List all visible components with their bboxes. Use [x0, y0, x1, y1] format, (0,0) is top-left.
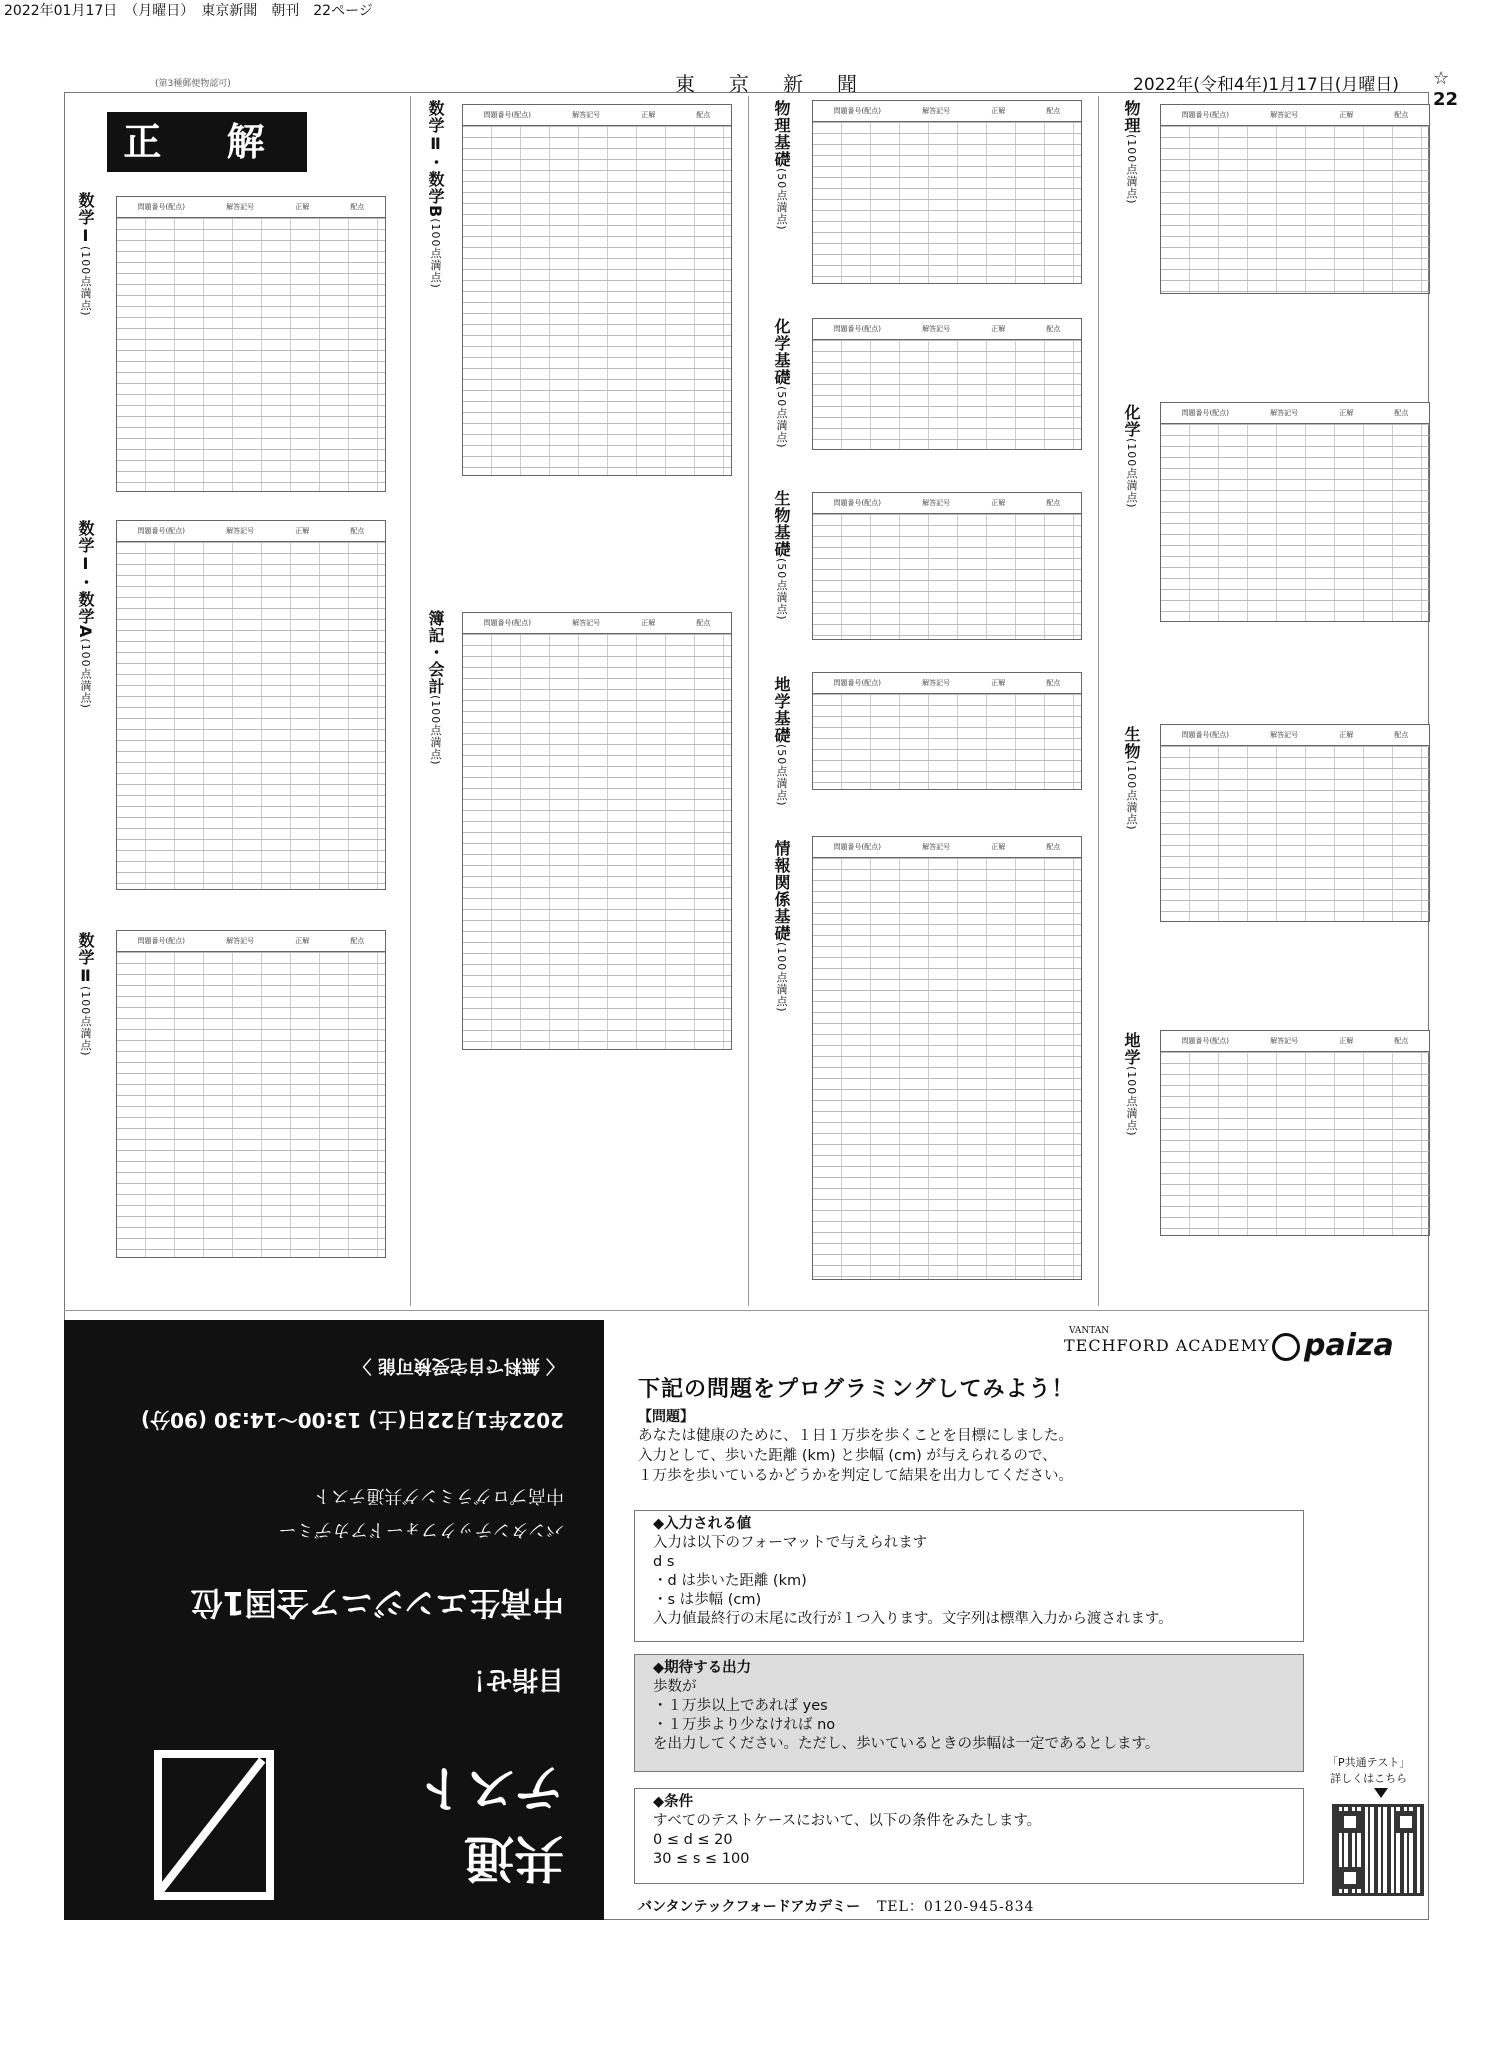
answer-table-chemistry: 問題番号(配点) 解答記号 正解 配点 [1160, 402, 1430, 622]
output-spec-box: ◆期待する出力 歩数が ・１万歩以上であれば yes ・１万歩より少なければ no を出力してください。ただし、歩いているときの歩幅は一定であるとします。 [634, 1654, 1304, 1772]
test-logo-icon [154, 1750, 274, 1900]
answer-table-earth-basic: 問題番号(配点) 解答記号 正解 配点 [812, 672, 1082, 790]
subject-label: 地学(100点満点) [1122, 1032, 1141, 1137]
answer-table-math2b: 問題番号(配点) 解答記号 正解 配点 [462, 104, 732, 476]
ad-date: 2022年1月22日(土) 13:00〜14:30 (90分) [140, 1408, 564, 1432]
condition-box: ◆条件 すべてのテストケースにおいて、以下の条件をみたします。 0 ≤ d ≤ 20 30 ≤ s ≤ 100 [634, 1788, 1304, 1884]
star-icon: ☆ [1433, 68, 1450, 89]
subject-label: 数学Ⅱ・数学B(100点満点) [426, 100, 445, 289]
ad-problem-panel [604, 1320, 1429, 1920]
subject-label: 物理(100点満点) [1122, 100, 1141, 205]
footer-name: バンタンテックフォードアカデミー [638, 1899, 861, 1915]
ad-free: 〈 無料で自宅受検可能 〉 [353, 1355, 564, 1376]
paiza-logo: paiza [1272, 1328, 1394, 1363]
subject-label: 情報関係基礎(100点満点) [772, 840, 791, 1013]
ad-black-panel [64, 1320, 604, 1920]
page-number [1433, 68, 1458, 110]
masthead [65, 68, 1459, 110]
answer-table-physics-basic: 問題番号(配点) 解答記号 正解 配点 [812, 100, 1082, 284]
ad-headline: 中高生エンジニア全国1位 [190, 1584, 564, 1622]
subject-label: 数学Ⅰ・数学A(100点満点) [76, 520, 95, 709]
section-divider [64, 1310, 1429, 1311]
page-header-line: 2022年01月17日 （月曜日） 東京新聞 朝刊 22ページ [4, 3, 373, 19]
arrow-down-icon [1374, 1788, 1388, 1798]
ad-event: 中高プログラミング共通テスト [313, 1485, 564, 1506]
answer-table-info: 問題番号(配点) 解答記号 正解 配点 [812, 836, 1082, 1280]
answer-table-earth: 問題番号(配点) 解答記号 正解 配点 [1160, 1030, 1430, 1236]
footer-tel: TEL：0120-945-834 [877, 1899, 1035, 1915]
answer-table-math1a: 問題番号(配点) 解答記号 正解 配点 [116, 520, 386, 890]
answer-table-math2: 問題番号(配点) 解答記号 正解 配点 [116, 930, 386, 1258]
postal-notice: (第3種郵便物認可) [155, 79, 231, 89]
input-spec-box: ◆入力される値 入力は以下のフォーマットで与えられます d s ・d は歩いた距離 (km) ・s は歩幅 (cm) 入力値最終行の末尾に改行が１つ入ります。文字列は標準入力から渡されます。 [634, 1510, 1304, 1642]
subject-label: 生物基礎(50点満点) [772, 490, 791, 621]
vantan-logo-text: VANTAN [1069, 1326, 1110, 1336]
qr-code[interactable] [1332, 1804, 1424, 1896]
answer-table-math1: 問題番号(配点) 解答記号 正解 配点 [116, 196, 386, 492]
column-divider [748, 96, 749, 1306]
column-divider [1098, 96, 1099, 1306]
advertisement [64, 1320, 1429, 1920]
subject-label: 簿記・会計(100点満点) [426, 610, 445, 766]
subject-label: 数学Ⅱ(100点満点) [76, 932, 95, 1057]
subject-label: 化学(100点満点) [1122, 404, 1141, 509]
techford-logo-text: TECHFORD ACADEMY [1064, 1336, 1270, 1355]
qr-caption: 「P共通テスト」 詳しくはこちら [1327, 1756, 1411, 1785]
answer-table-bookkeeping: 問題番号(配点) 解答記号 正解 配点 [462, 612, 732, 1050]
subject-label: 地学基礎(50点満点) [772, 676, 791, 807]
problem-headline: 下記の問題をプログラミングしてみよう！ [638, 1377, 1075, 1402]
paiza-logo-icon [1272, 1333, 1300, 1361]
ad-title-1: 共通 [464, 1829, 564, 1887]
ad-aim: 目指せ！ [459, 1664, 564, 1694]
column-divider [410, 96, 411, 1306]
ad-title-2: テスト [416, 1759, 564, 1817]
ad-footer [638, 1896, 1034, 1916]
subject-label: 化学基礎(50点満点) [772, 318, 791, 449]
problem-text: あなたは健康のために、１日１万歩を歩くことを目標にしました。 入力として、歩いた距離 (km) と歩幅 (cm) が与えられるので、 １万歩を歩いているかどうかを判定して結果を出力してください。 [638, 1428, 1073, 1484]
answer-table-physics: 問題番号(配点) 解答記号 正解 配点 [1160, 104, 1430, 294]
subject-label: 生物(100点満点) [1122, 726, 1141, 831]
subject-label: 物理基礎(50点満点) [772, 100, 791, 231]
answer-table-chemistry-basic: 問題番号(配点) 解答記号 正解 配点 [812, 318, 1082, 450]
answer-table-biology: 問題番号(配点) 解答記号 正解 配点 [1160, 724, 1430, 922]
answers-title: 正 解 [107, 112, 307, 172]
answer-table-biology-basic: 問題番号(配点) 解答記号 正解 配点 [812, 492, 1082, 640]
issue-date: 2022年(令和4年)1月17日(月曜日) [1133, 75, 1400, 95]
ad-org: バンタンテックフォードアカデミー [278, 1519, 564, 1540]
newspaper-name: 東京新聞 [675, 72, 891, 96]
problem-label: 【問題】 [638, 1409, 694, 1425]
page-number-value: 22 [1433, 89, 1459, 110]
subject-label: 数学Ⅰ(100点満点) [76, 192, 95, 317]
